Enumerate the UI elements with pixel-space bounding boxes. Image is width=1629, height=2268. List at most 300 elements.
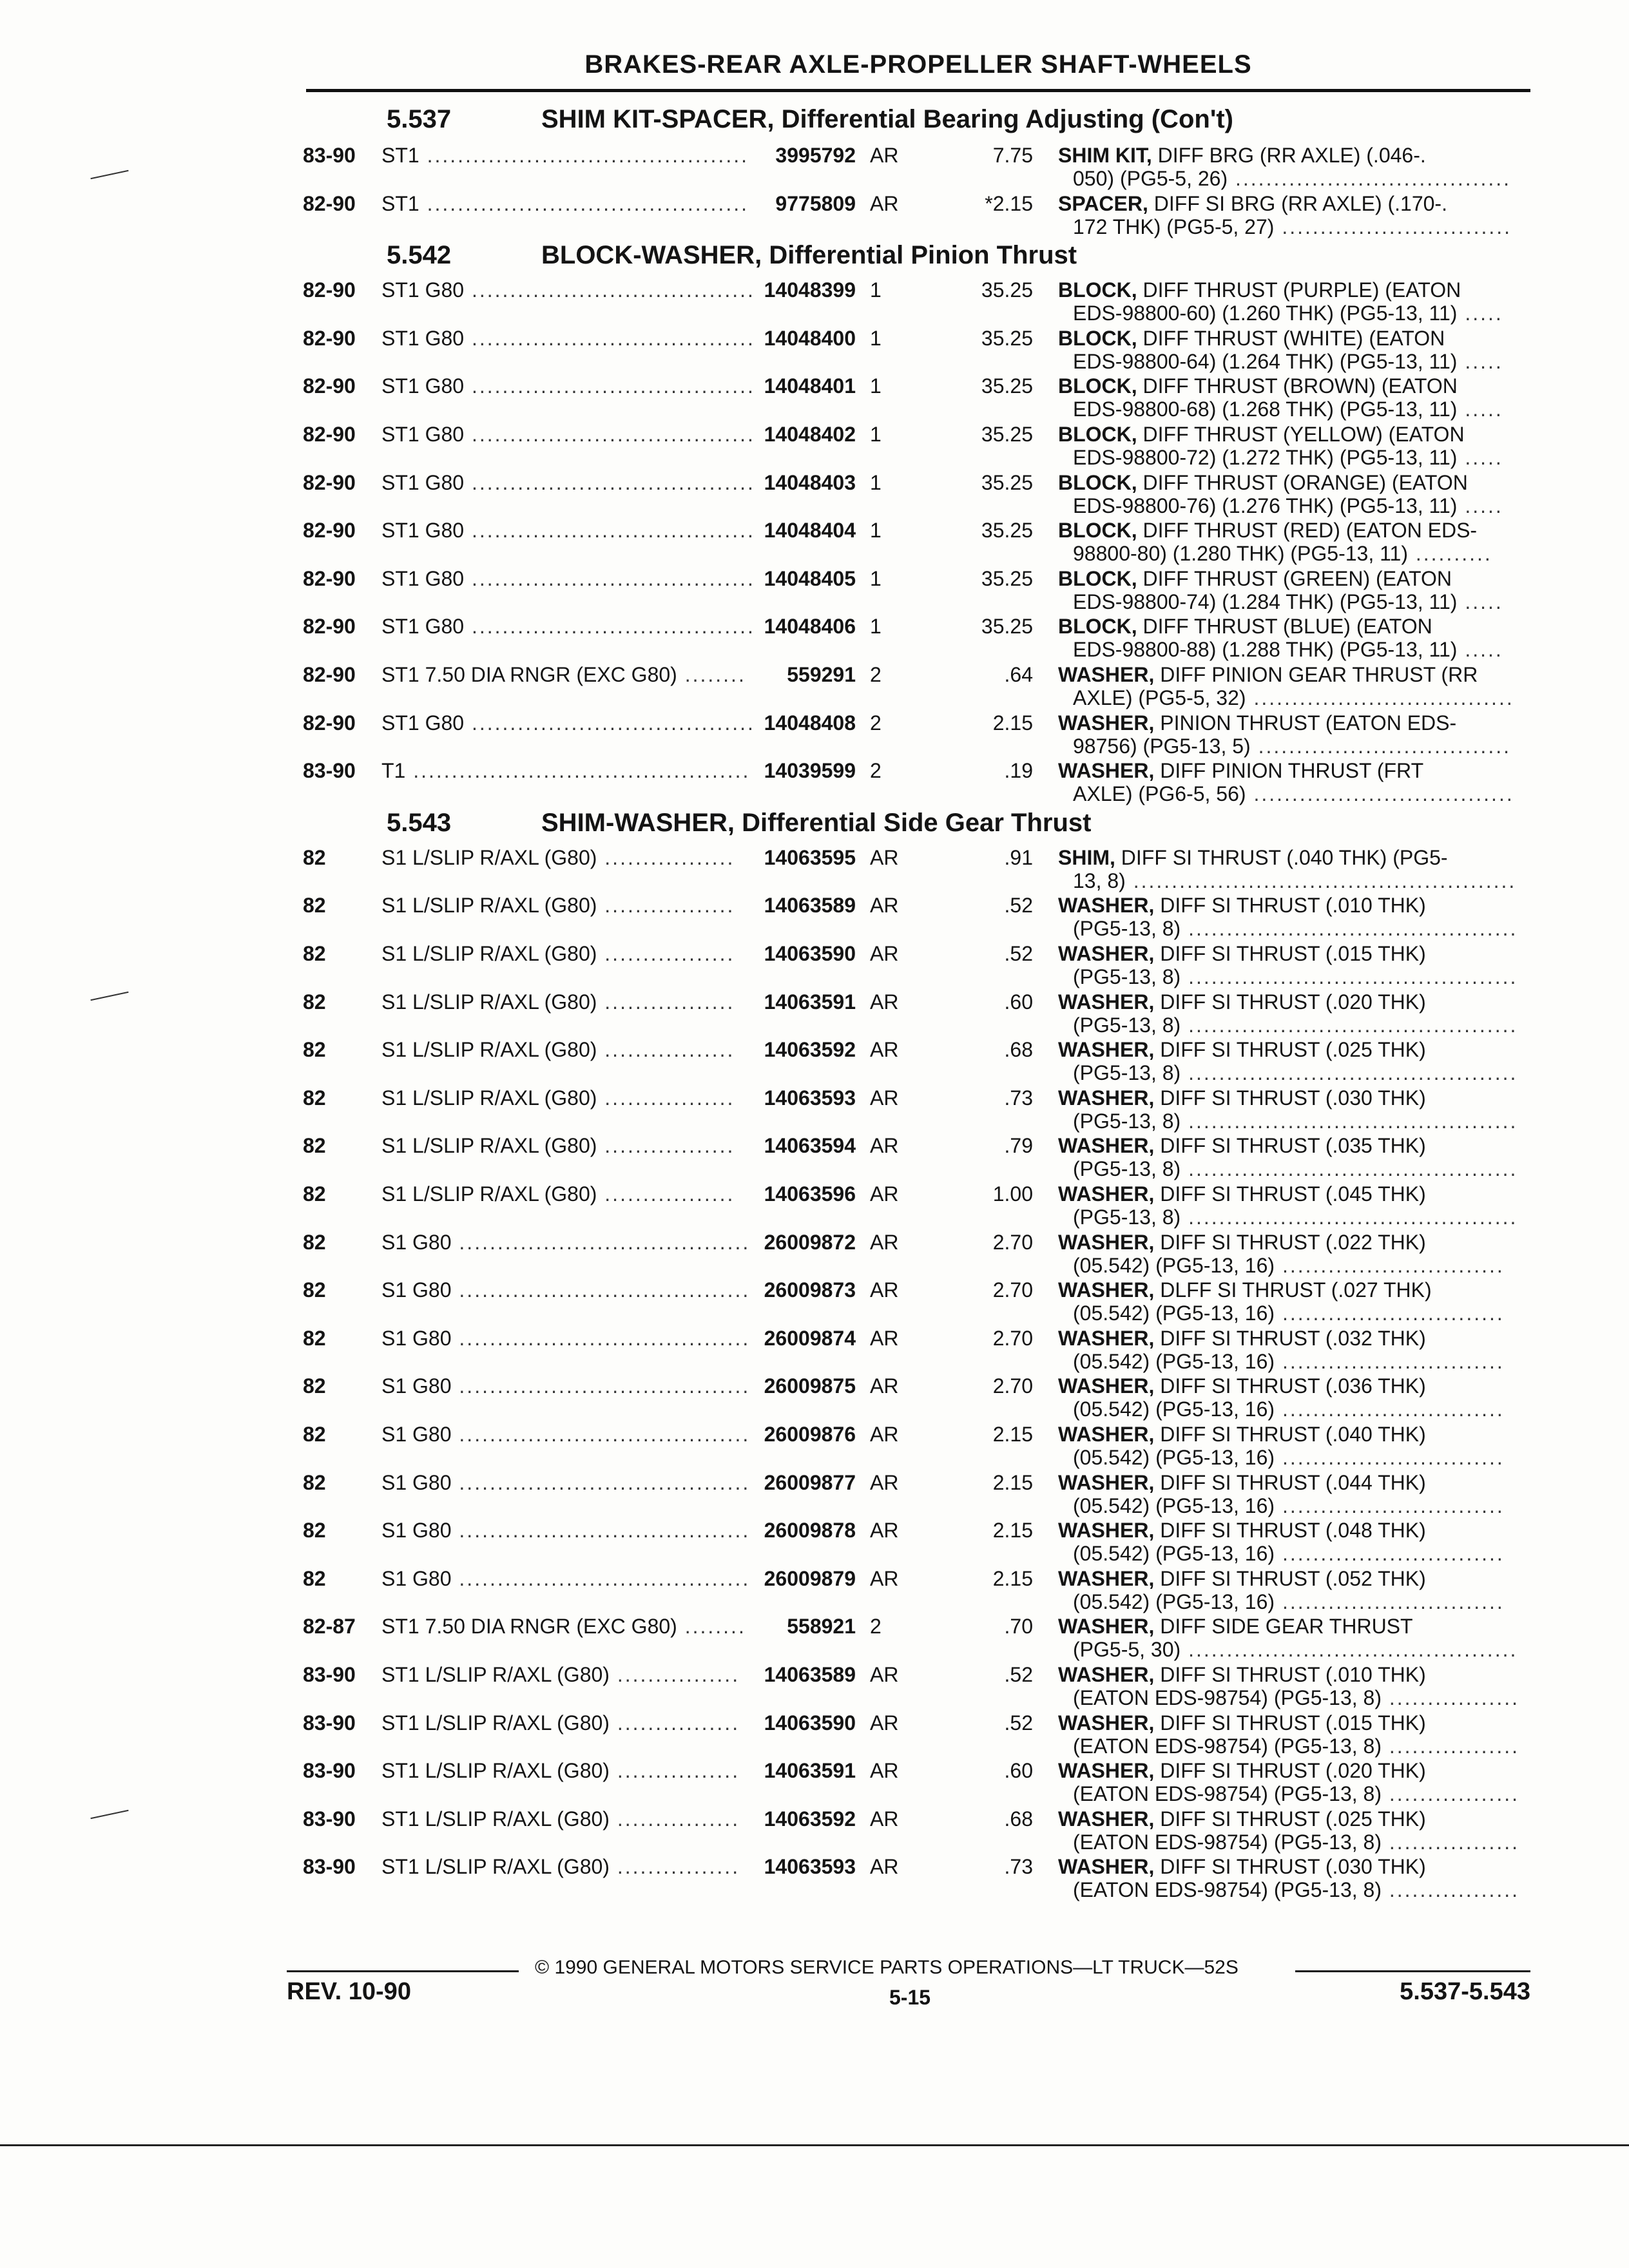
part-name-detail: DIFF SI THRUST (.040 THK) (1154, 1423, 1426, 1446)
page-title: BRAKES-REAR AXLE-PROPELLER SHAFT-WHEELS (584, 50, 1252, 79)
leader-dots: .................................. (1246, 782, 1514, 806)
quantity: AR (870, 1759, 899, 1783)
part-name-line-2 (1073, 1590, 1505, 1614)
part-number: 14063590 (764, 1711, 856, 1735)
application (381, 615, 755, 639)
application (381, 990, 735, 1014)
part-number: 14048406 (764, 615, 856, 639)
price: .68 (1004, 1807, 1033, 1831)
leader-dots: ................. (1381, 1734, 1520, 1758)
model-year: 82-90 (303, 326, 356, 350)
part-name-line-2 (1073, 1110, 1518, 1133)
quantity: AR (870, 942, 899, 965)
part-name: BLOCK, (1058, 470, 1137, 494)
part-number: 26009875 (764, 1374, 856, 1398)
part-name-line-1 (1058, 471, 1468, 495)
part-number: 559291 (787, 663, 856, 686)
application-text: ST1 G80 (381, 470, 465, 494)
leader-dots: ................. (597, 1038, 735, 1062)
price: .73 (1004, 1855, 1033, 1879)
part-number: 14063591 (764, 990, 856, 1014)
part-name-line-1 (1058, 278, 1461, 302)
application-text: ST1 7.50 DIA RNGR (EXC G80) (381, 1615, 677, 1639)
part-name-line-2 (1073, 1014, 1518, 1037)
quantity: AR (870, 1855, 899, 1879)
part-name: WASHER, (1058, 894, 1155, 918)
part-name-line-2 (1073, 1494, 1505, 1518)
part-name-detail: (PG5-13, 8) (1073, 1109, 1181, 1133)
part-row (0, 846, 1629, 894)
part-name: SPACER, (1058, 191, 1148, 215)
quantity: 1 (870, 615, 882, 639)
part-name-line-2 (1073, 1398, 1505, 1421)
quantity: AR (870, 1566, 899, 1590)
footer-copyright: © 1990 GENERAL MOTORS SERVICE PARTS OPERATIONS—LT TRUCK—52S (535, 1957, 1239, 1978)
part-name-detail: DIFF SI THRUST (.010 THK) (1154, 894, 1426, 918)
part-number: 14048404 (764, 519, 856, 543)
leader-dots: ............................. (1275, 1349, 1505, 1373)
application (381, 1855, 740, 1879)
application-text: ST1 G80 (381, 711, 465, 735)
application-text: S1 G80 (381, 1519, 452, 1542)
part-name-line-2 (1073, 215, 1512, 239)
part-number: 14063595 (764, 845, 856, 869)
part-name-detail: DIFF THRUST (ORANGE) (EATON (1137, 470, 1468, 494)
part-row (0, 990, 1629, 1038)
part-row (0, 374, 1629, 422)
part-name-detail: DIFF SI THRUST (.025 THK) (1154, 1038, 1426, 1062)
part-name-line-1 (1058, 1615, 1413, 1639)
part-name: WASHER, (1058, 1230, 1155, 1254)
part-row (0, 471, 1629, 519)
part-name-line-2 (1073, 1302, 1505, 1325)
part-name: WASHER, (1058, 1566, 1155, 1590)
application (381, 846, 735, 870)
part-name-line-2 (1073, 446, 1503, 470)
part-name-detail: (EATON EDS-98754) (PG5-13, 8) (1073, 1830, 1382, 1854)
application-text: S1 G80 (381, 1326, 452, 1350)
part-name-detail: AXLE) (PG5-5, 32) (1073, 686, 1246, 709)
part-number: 26009876 (764, 1423, 856, 1446)
leader-dots: ........................................... (1181, 1206, 1518, 1229)
leader-dots: ...................................... (451, 1278, 751, 1302)
part-name-detail: DIFF SI THRUST (.022 THK) (1154, 1230, 1426, 1254)
leader-dots: ..... (1457, 638, 1503, 662)
price: .68 (1004, 1038, 1033, 1062)
leader-dots: ............................. (1275, 1590, 1505, 1613)
model-year: 82 (303, 990, 326, 1014)
application-text: ST1 L/SLIP R/AXL (G80) (381, 1759, 610, 1783)
leader-dots: ..................................... (464, 711, 755, 735)
part-number: 26009872 (764, 1230, 856, 1254)
part-name-detail: (EATON EDS-98754) (PG5-13, 8) (1073, 1686, 1382, 1709)
model-year: 82 (303, 1326, 326, 1350)
application (381, 711, 755, 735)
part-number: 14063592 (764, 1038, 856, 1062)
application (381, 1182, 735, 1206)
part-name-detail: DIFF BRG (RR AXLE) (.046-. (1152, 144, 1426, 167)
application-text: ST1 (381, 191, 419, 215)
part-name-detail: (05.542) (PG5-13, 16) (1073, 1494, 1275, 1517)
part-name: BLOCK, (1058, 615, 1137, 639)
part-name-detail: (EATON EDS-98754) (PG5-13, 8) (1073, 1878, 1382, 1902)
quantity: AR (870, 894, 899, 918)
quantity: 2 (870, 711, 882, 735)
part-name-line-1 (1058, 1231, 1426, 1254)
quantity: AR (870, 1519, 899, 1542)
leader-dots: .................................................. (1125, 869, 1517, 892)
part-number: 14063594 (764, 1134, 856, 1158)
quantity: AR (870, 1711, 899, 1735)
quantity: AR (870, 1038, 899, 1062)
part-name-line-1 (1058, 1855, 1426, 1879)
part-name-line-1 (1058, 423, 1465, 447)
application (381, 423, 755, 447)
part-name-detail: (PG5-13, 8) (1073, 1061, 1181, 1085)
application-text: ST1 G80 (381, 566, 465, 590)
application (381, 144, 749, 168)
part-name-line-2 (1073, 1782, 1519, 1806)
part-name-detail: (05.542) (PG5-13, 16) (1073, 1302, 1275, 1325)
quantity: AR (870, 144, 899, 167)
part-name-detail: (05.542) (PG5-13, 16) (1073, 1253, 1275, 1277)
model-year: 82-90 (303, 278, 356, 302)
quantity: AR (870, 1182, 899, 1206)
leader-dots: ............................. (1275, 1494, 1505, 1517)
model-year: 82 (303, 845, 326, 869)
application-text: ST1 L/SLIP R/AXL (G80) (381, 1855, 610, 1879)
part-number: 26009879 (764, 1566, 856, 1590)
leader-dots: ................. (1381, 1878, 1520, 1902)
part-name-line-1 (1058, 144, 1426, 168)
price: 1.00 (992, 1182, 1033, 1206)
model-year: 82-90 (303, 423, 356, 446)
page-edge (0, 2144, 1629, 2146)
part-name-line-1 (1058, 1567, 1426, 1591)
part-name-detail: (PG5-13, 8) (1073, 1157, 1181, 1181)
application-text: ST1 7.50 DIA RNGR (EXC G80) (381, 663, 677, 686)
quantity: AR (870, 1423, 899, 1446)
leader-dots: ........................................... (1181, 1013, 1518, 1037)
part-name: SHIM, (1058, 845, 1115, 869)
quantity: 2 (870, 1615, 882, 1639)
part-name-line-1 (1058, 1327, 1426, 1350)
part-name-detail: AXLE) (PG6-5, 56) (1073, 782, 1246, 806)
part-name: WASHER, (1058, 1711, 1155, 1735)
price: .79 (1004, 1134, 1033, 1158)
part-row (0, 1855, 1629, 1903)
model-year: 82-90 (303, 615, 356, 639)
quantity: 1 (870, 470, 882, 494)
part-number: 14048401 (764, 374, 856, 398)
part-name-detail: DIFF SIDE GEAR THRUST (1154, 1615, 1413, 1639)
part-number: 14048399 (764, 278, 856, 302)
model-year: 82 (303, 1374, 326, 1398)
part-row (0, 1134, 1629, 1182)
leader-dots: ..................................... (464, 519, 755, 543)
part-name-line-2 (1073, 686, 1514, 710)
part-name-line-1 (1058, 942, 1426, 966)
part-number: 14063596 (764, 1182, 856, 1206)
leader-dots: ..................................... (464, 423, 755, 446)
part-name-detail: PINION THRUST (EATON EDS- (1154, 711, 1457, 735)
part-name-line-2 (1073, 350, 1503, 374)
part-name-detail: DIFF SI THRUST (.010 THK) (1154, 1663, 1426, 1686)
leader-dots: ................ (609, 1663, 740, 1686)
part-name: WASHER, (1058, 1423, 1155, 1446)
part-name-detail: EDS-98800-60) (1.260 THK) (PG5-13, 11) (1073, 302, 1458, 325)
application (381, 1278, 750, 1302)
application (381, 1231, 750, 1254)
price: 35.25 (981, 326, 1033, 350)
part-name-line-1 (1058, 374, 1458, 398)
part-row (0, 1519, 1629, 1566)
leader-dots: ...................................... (451, 1470, 751, 1494)
application (381, 327, 755, 351)
leader-dots: ............................................ (405, 759, 751, 783)
quantity: 2 (870, 759, 882, 783)
price: 2.70 (992, 1374, 1033, 1398)
part-number: 14048405 (764, 566, 856, 590)
price: 35.25 (981, 278, 1033, 302)
part-name-detail: EDS-98800-72) (1.272 THK) (PG5-13, 11) (1073, 446, 1458, 469)
price: 35.25 (981, 470, 1033, 494)
application (381, 1759, 740, 1783)
application-text: S1 L/SLIP R/AXL (G80) (381, 1182, 597, 1206)
leader-dots: ..... (1457, 302, 1503, 325)
price: 2.15 (992, 1566, 1033, 1590)
leader-dots: ............................. (1275, 1542, 1505, 1566)
part-name: WASHER, (1058, 1038, 1155, 1062)
leader-dots: ..... (1457, 349, 1503, 373)
part-name-detail: (PG5-13, 8) (1073, 917, 1181, 941)
part-name-detail: DIFF SI THRUST (.030 THK) (1154, 1855, 1426, 1879)
part-name: WASHER, (1058, 942, 1155, 965)
part-name-detail: DIFF PINION THRUST (FRT (1154, 759, 1424, 783)
leader-dots: ........................................... (1181, 1157, 1518, 1181)
application-text: S1 L/SLIP R/AXL (G80) (381, 894, 597, 918)
application-text: ST1 L/SLIP R/AXL (G80) (381, 1807, 610, 1831)
leader-dots: ..... (1457, 590, 1503, 613)
quantity: AR (870, 1230, 899, 1254)
model-year: 82-90 (303, 374, 356, 398)
part-name-line-1 (1058, 1519, 1426, 1542)
application-text: ST1 G80 (381, 519, 465, 543)
part-name-line-1 (1058, 1086, 1426, 1110)
part-number: 14063593 (764, 1855, 856, 1879)
price: 2.15 (992, 1519, 1033, 1542)
part-name-line-2 (1073, 590, 1503, 614)
leader-dots: ........................................... (1181, 917, 1518, 941)
price: 35.25 (981, 566, 1033, 590)
part-name-line-1 (1058, 192, 1447, 216)
application-text: T1 (381, 759, 406, 783)
model-year: 82-90 (303, 191, 356, 215)
leader-dots: ........ (677, 663, 746, 686)
part-name-detail: DIFF SI THRUST (.035 THK) (1154, 1134, 1426, 1158)
part-row (0, 1471, 1629, 1519)
part-number: 14063592 (764, 1807, 856, 1831)
part-name-line-2 (1073, 1735, 1519, 1758)
price: .19 (1004, 759, 1033, 783)
part-name-detail: DIFF SI THRUST (.048 THK) (1154, 1519, 1426, 1542)
leader-dots: ................. (597, 1134, 735, 1158)
part-row (0, 1615, 1629, 1662)
part-number: 14048402 (764, 423, 856, 446)
part-name-detail: DIFF SI THRUST (.015 THK) (1154, 942, 1426, 965)
section-title: SHIM-WASHER, Differential Side Gear Thrust (541, 808, 1092, 837)
part-row (0, 759, 1629, 807)
part-name-detail: 13, 8) (1073, 869, 1126, 892)
model-year: 82-90 (303, 470, 356, 494)
leader-dots: ..................................... (464, 374, 755, 398)
price: .70 (1004, 1615, 1033, 1639)
application (381, 1038, 735, 1062)
part-name-line-1 (1058, 1278, 1432, 1302)
part-name-line-2 (1073, 1878, 1519, 1902)
leader-dots: ............................. (1275, 1446, 1505, 1469)
quantity: 1 (870, 374, 882, 398)
part-row (0, 1807, 1629, 1855)
part-name-detail: (05.542) (PG5-13, 16) (1073, 1349, 1275, 1373)
quantity: AR (870, 1278, 899, 1302)
application-text: S1 L/SLIP R/AXL (G80) (381, 990, 597, 1014)
application-text: ST1 G80 (381, 423, 465, 446)
application-text: ST1 (381, 144, 419, 167)
price: 35.25 (981, 519, 1033, 543)
application (381, 1374, 750, 1398)
part-row (0, 894, 1629, 941)
part-number: 14063589 (764, 894, 856, 918)
application (381, 894, 735, 918)
part-name-line-1 (1058, 615, 1432, 639)
leader-dots: ...................................... (451, 1566, 751, 1590)
leader-dots: ..................................... (464, 278, 755, 302)
part-name-line-2 (1073, 638, 1503, 662)
part-row (0, 278, 1629, 326)
part-name-detail: DIFF THRUST (PURPLE) (EATON (1137, 278, 1461, 302)
leader-dots: ........ (677, 1615, 746, 1639)
leader-dots: .......... (1407, 542, 1492, 566)
section-heading (387, 105, 1233, 134)
part-name-detail: EDS-98800-88) (1.288 THK) (PG5-13, 11) (1073, 638, 1458, 662)
part-name-detail: DIFF SI THRUST (.052 THK) (1154, 1566, 1426, 1590)
leader-dots: ...................................... (451, 1326, 751, 1350)
part-name-line-1 (1058, 567, 1452, 591)
application-text: S1 G80 (381, 1470, 452, 1494)
model-year: 82-90 (303, 566, 356, 590)
model-year: 82 (303, 1134, 326, 1158)
model-year: 82 (303, 942, 326, 965)
part-name-detail: DIFF PINION GEAR THRUST (RR (1154, 663, 1478, 686)
model-year: 82 (303, 1519, 326, 1542)
part-name-line-1 (1058, 1038, 1426, 1062)
part-name-line-2 (1073, 1638, 1518, 1662)
quantity: 1 (870, 278, 882, 302)
leader-dots: .......................................... (419, 144, 749, 167)
part-name: WASHER, (1058, 711, 1155, 735)
part-name-detail: (05.542) (PG5-13, 16) (1073, 1398, 1275, 1421)
model-year: 82 (303, 1423, 326, 1446)
part-row (0, 1327, 1629, 1374)
part-row (0, 1038, 1629, 1086)
part-name-detail: 050) (PG5-5, 26) (1073, 167, 1228, 190)
model-year: 82-90 (303, 711, 356, 735)
part-name-detail: 98800-80) (1.280 THK) (PG5-13, 11) (1073, 542, 1408, 566)
application-text: ST1 L/SLIP R/AXL (G80) (381, 1711, 610, 1735)
part-name-line-1 (1058, 990, 1426, 1014)
application (381, 1711, 740, 1735)
part-name-detail: (05.542) (PG5-13, 16) (1073, 1542, 1275, 1566)
leader-dots: ............................. (1275, 1253, 1505, 1277)
part-name-detail: DIFF THRUST (BLUE) (EATON (1137, 615, 1432, 639)
price: 2.15 (992, 1423, 1033, 1446)
model-year: 83-90 (303, 1759, 356, 1783)
part-row (0, 1182, 1629, 1230)
application (381, 759, 750, 783)
price: 2.70 (992, 1326, 1033, 1350)
section-number: 5.537 (387, 105, 452, 133)
part-number: 26009873 (764, 1278, 856, 1302)
part-name-detail: (PG5-13, 8) (1073, 1206, 1181, 1229)
part-row (0, 615, 1629, 662)
part-row (0, 1711, 1629, 1759)
part-name-line-1 (1058, 1374, 1426, 1398)
application (381, 1519, 750, 1542)
part-name-line-2 (1073, 542, 1492, 566)
leader-dots: ................................. (1250, 734, 1511, 758)
application-text: S1 L/SLIP R/AXL (G80) (381, 1086, 597, 1110)
part-row (0, 567, 1629, 615)
part-name: WASHER, (1058, 1855, 1155, 1879)
leader-dots: ................. (597, 845, 735, 869)
part-row (0, 942, 1629, 990)
part-name-detail: DIFF SI THRUST (.030 THK) (1154, 1086, 1426, 1110)
part-number: 558921 (787, 1615, 856, 1639)
quantity: 1 (870, 423, 882, 446)
part-name-detail: (EATON EDS-98754) (PG5-13, 8) (1073, 1782, 1382, 1806)
part-name-line-2 (1073, 869, 1516, 893)
part-name-detail: (PG5-13, 8) (1073, 1013, 1181, 1037)
footer-revision: REV. 10-90 (287, 1978, 411, 2005)
part-name-detail: (PG5-13, 8) (1073, 965, 1181, 988)
section-title: SHIM KIT-SPACER, Differential Bearing Adjusting (Con't) (541, 105, 1233, 133)
application (381, 1423, 750, 1446)
leader-dots: ................. (597, 942, 735, 965)
model-year: 82-90 (303, 519, 356, 543)
part-name-detail: DIFF THRUST (YELLOW) (EATON (1137, 423, 1465, 446)
part-row (0, 711, 1629, 759)
part-name: BLOCK, (1058, 519, 1137, 543)
section-number: 5.542 (387, 241, 452, 270)
part-name: WASHER, (1058, 759, 1155, 783)
part-name-line-1 (1058, 711, 1456, 735)
application-text: ST1 L/SLIP R/AXL (G80) (381, 1663, 610, 1686)
part-number: 9775809 (775, 191, 856, 215)
section-heading (387, 809, 1091, 838)
leader-dots: ........................................... (1181, 965, 1518, 988)
leader-dots: ................ (609, 1807, 740, 1831)
part-number: 14039599 (764, 759, 856, 783)
part-name-line-2 (1073, 1542, 1505, 1566)
part-name-line-2 (1073, 167, 1511, 191)
quantity: 2 (870, 663, 882, 686)
leader-dots: ................. (597, 894, 735, 918)
part-number: 26009877 (764, 1470, 856, 1494)
part-name-line-2 (1073, 1831, 1519, 1854)
part-name: WASHER, (1058, 990, 1155, 1014)
part-name: WASHER, (1058, 1182, 1155, 1206)
